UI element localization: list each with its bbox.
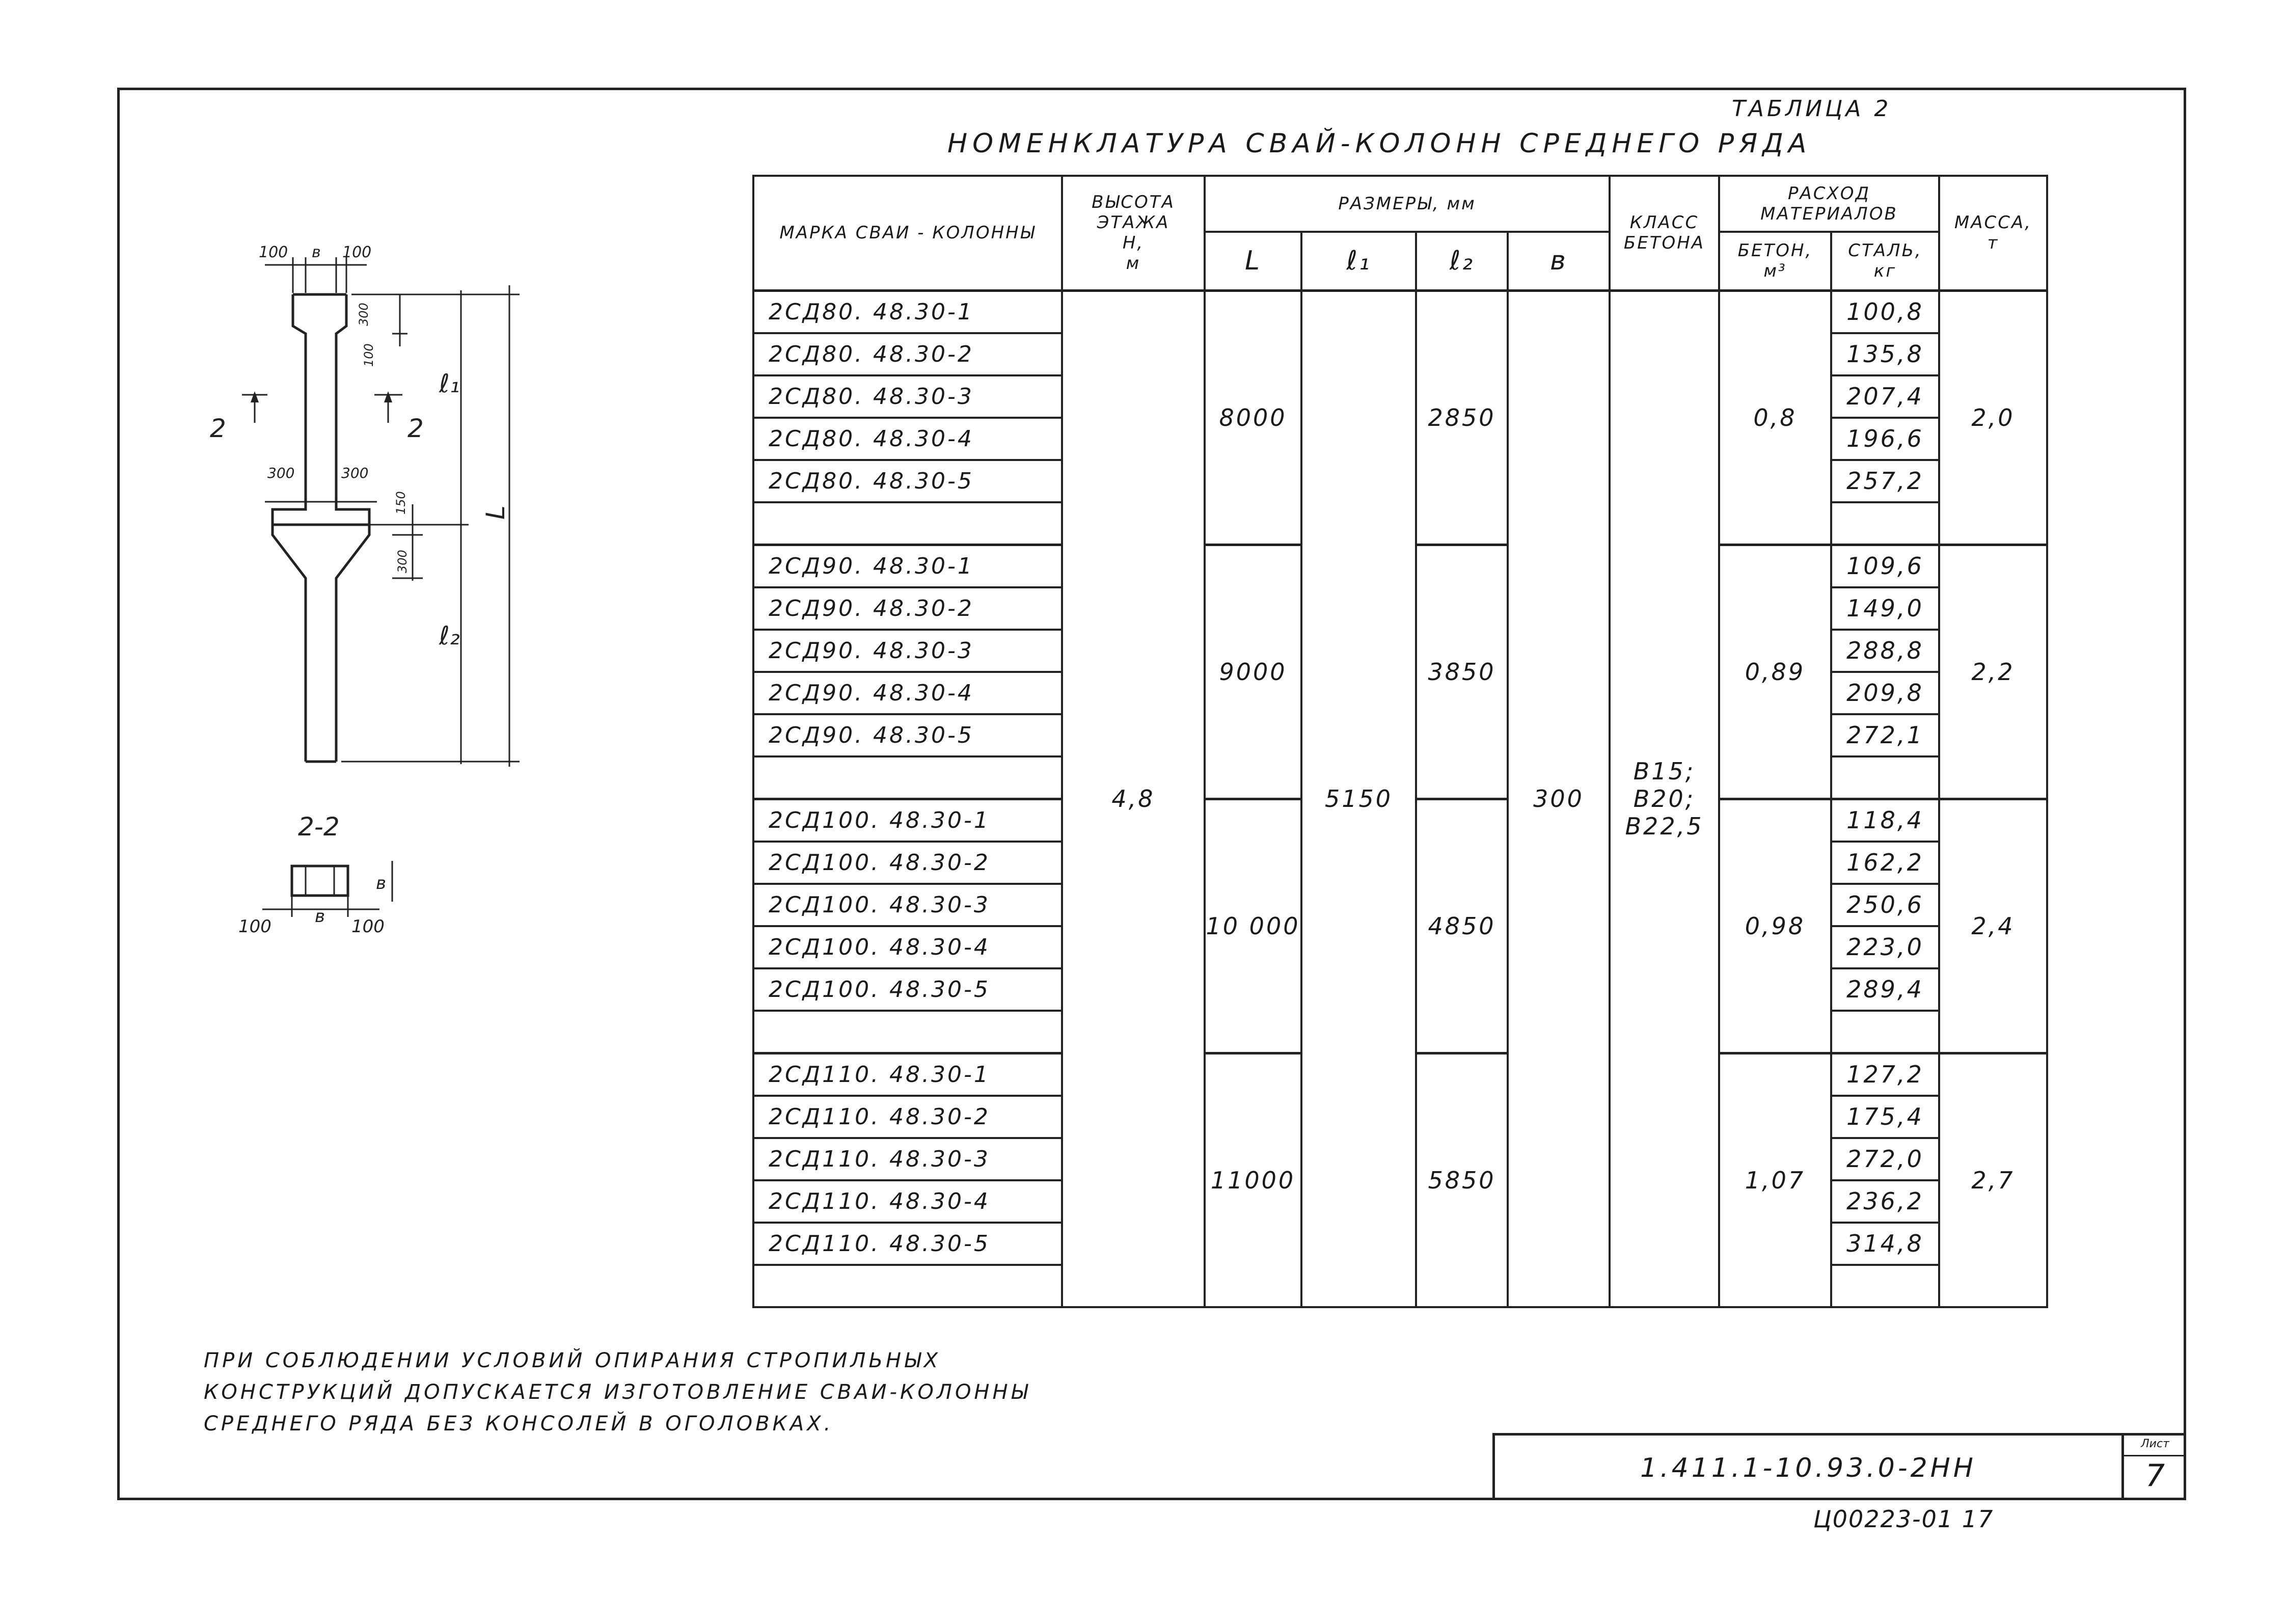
steel-cell: 272,0 xyxy=(1831,1138,1939,1180)
concrete-volume-cell: 0,98 xyxy=(1719,799,1831,1053)
mark-cell: 2СД110. 48.30-5 xyxy=(753,1223,1062,1265)
mass-cell: 2,4 xyxy=(1939,799,2047,1053)
header-b: в xyxy=(1508,232,1610,290)
dim-150: 150 xyxy=(394,491,408,515)
steel-cell: 288,8 xyxy=(1831,630,1939,672)
sec-b: в xyxy=(315,906,325,927)
mark-cell: 2СД100. 48.30-2 xyxy=(753,842,1062,884)
mass-cell: 2,7 xyxy=(1939,1053,2047,1307)
note-line: КОНСТРУКЦИЙ ДОПУСКАЕТСЯ ИЗГОТОВЛЕНИЕ СВАИ-КОЛОННЫ xyxy=(204,1381,1031,1404)
dim-100-left: 100 xyxy=(259,243,288,261)
header-height: ВЫСОТА ЭТАЖА Н, м xyxy=(1062,176,1205,290)
sheet-number: 7 xyxy=(2145,1458,2165,1494)
dim-100-head: 100 xyxy=(362,343,376,367)
table-label: ТАБЛИЦА 2 xyxy=(1732,96,1892,122)
steel-cell: 223,0 xyxy=(1831,926,1939,968)
cut-label-right: 2 xyxy=(407,414,424,443)
nomenclature-table xyxy=(752,175,2048,1308)
header-mark: МАРКА СВАИ - КОЛОННЫ xyxy=(753,176,1062,290)
dim-100-right: 100 xyxy=(342,243,372,261)
dim-300-console: 300 xyxy=(395,550,410,573)
mass-cell: 2,0 xyxy=(1939,290,2047,545)
header-l1: ℓ₁ xyxy=(1301,232,1416,290)
mark-cell: 2СД80. 48.30-2 xyxy=(753,333,1062,375)
steel-cell: 257,2 xyxy=(1831,460,1939,502)
mark-cell: 2СД80. 48.30-4 xyxy=(753,418,1062,460)
steel-cell: 109,6 xyxy=(1831,545,1939,587)
header-concrete: БЕТОН, м³ xyxy=(1719,232,1831,290)
header-steel: СТАЛЬ, кг xyxy=(1831,232,1939,290)
mark-cell: 2СД110. 48.30-4 xyxy=(753,1180,1062,1223)
steel-cell: 127,2 xyxy=(1831,1053,1939,1096)
steel-cell: 209,8 xyxy=(1831,672,1939,714)
mark-cell: 2СД100. 48.30-1 xyxy=(753,799,1062,842)
mark-cell: 2СД100. 48.30-3 xyxy=(753,884,1062,926)
length-cell: 8000 xyxy=(1205,290,1301,545)
concrete-volume-cell: 0,8 xyxy=(1719,290,1831,545)
mark-cell: 2СД90. 48.30-5 xyxy=(753,714,1062,756)
length-cell: 10 000 xyxy=(1205,799,1301,1053)
note-text xyxy=(204,1345,1324,1440)
header-l2: ℓ₂ xyxy=(1416,232,1508,290)
steel-cell: 236,2 xyxy=(1831,1180,1939,1223)
cut-label-left: 2 xyxy=(210,414,226,443)
steel-cell: 207,4 xyxy=(1831,375,1939,418)
dim-b-top: в xyxy=(312,243,321,261)
note-line: СРЕДНЕГО РЯДА БЕЗ КОНСОЛЕЙ В ОГОЛОВКАХ. xyxy=(204,1412,834,1436)
document-code: 1.411.1-10.93.0-2НН xyxy=(1640,1452,1976,1483)
header-concrete-class: КЛАСС БЕТОНА xyxy=(1610,176,1719,290)
sec-100-right: 100 xyxy=(351,916,385,937)
dim-300-right: 300 xyxy=(341,465,369,481)
mark-cell: 2СД90. 48.30-1 xyxy=(753,545,1062,587)
concrete-class-cell: В15; В20; В22,5 xyxy=(1610,290,1719,1307)
steel-cell: 314,8 xyxy=(1831,1223,1939,1265)
mark-cell: 2СД110. 48.30-3 xyxy=(753,1138,1062,1180)
mark-cell: 2СД80. 48.30-1 xyxy=(753,290,1062,333)
length-cell: 9000 xyxy=(1205,545,1301,799)
steel-cell: 149,0 xyxy=(1831,587,1939,630)
header-mass: МАССА, т xyxy=(1939,176,2047,290)
steel-cell: 118,4 xyxy=(1831,799,1939,842)
header-L: L xyxy=(1205,232,1301,290)
archive-number: Ц00223-01 17 xyxy=(1813,1505,1994,1533)
mark-cell: 2СД80. 48.30-5 xyxy=(753,460,1062,502)
sec-b-side: в xyxy=(376,873,387,894)
height-cell: 4,8 xyxy=(1062,290,1205,1307)
dim-L: L xyxy=(481,505,510,520)
l2-cell: 4850 xyxy=(1416,799,1508,1053)
steel-cell: 272,1 xyxy=(1831,714,1939,756)
dim-300-head: 300 xyxy=(357,303,371,326)
concrete-volume-cell: 0,89 xyxy=(1719,545,1831,799)
l2-cell: 3850 xyxy=(1416,545,1508,799)
concrete-volume-cell: 1,07 xyxy=(1719,1053,1831,1307)
mark-cell: 2СД90. 48.30-2 xyxy=(753,587,1062,630)
l2-cell: 2850 xyxy=(1416,290,1508,545)
steel-cell: 135,8 xyxy=(1831,333,1939,375)
header-materials: РАСХОД МАТЕРИАЛОВ xyxy=(1719,176,1939,232)
dim-l2: ℓ₂ xyxy=(439,621,460,651)
l2-cell: 5850 xyxy=(1416,1053,1508,1307)
mark-cell: 2СД80. 48.30-3 xyxy=(753,375,1062,418)
steel-cell: 289,4 xyxy=(1831,968,1939,1011)
dim-l1: ℓ₁ xyxy=(439,369,460,398)
table-row xyxy=(753,290,2047,333)
note-line: ПРИ СОБЛЮДЕНИИ УСЛОВИЙ ОПИРАНИЯ СТРОПИЛЬНЫХ xyxy=(204,1349,941,1372)
sheet-box xyxy=(2121,1436,2186,1500)
mark-cell: 2СД110. 48.30-2 xyxy=(753,1096,1062,1138)
mark-cell: 2СД100. 48.30-5 xyxy=(753,968,1062,1011)
steel-cell: 250,6 xyxy=(1831,884,1939,926)
steel-cell: 100,8 xyxy=(1831,290,1939,333)
steel-cell: 175,4 xyxy=(1831,1096,1939,1138)
mark-cell: 2СД90. 48.30-4 xyxy=(753,672,1062,714)
header-dimensions: РАЗМЕРЫ, мм xyxy=(1205,176,1610,232)
mark-cell: 2СД100. 48.30-4 xyxy=(753,926,1062,968)
steel-cell: 162,2 xyxy=(1831,842,1939,884)
mark-cell: 2СД90. 48.30-3 xyxy=(753,630,1062,672)
l1-cell: 5150 xyxy=(1301,290,1416,1307)
sheet-label: Лист xyxy=(2124,1438,2186,1456)
length-cell: 11000 xyxy=(1205,1053,1301,1307)
mark-cell: 2СД110. 48.30-1 xyxy=(753,1053,1062,1096)
table-title: НОМЕНКЛАТУРА СВАЙ-КОЛОНН СРЕДНЕГО РЯДА xyxy=(947,128,1812,159)
sec-100-left: 100 xyxy=(238,916,271,937)
mass-cell: 2,2 xyxy=(1939,545,2047,799)
section-title: 2-2 xyxy=(298,812,340,842)
title-block xyxy=(1492,1433,2186,1500)
dim-300-left: 300 xyxy=(267,465,295,481)
b-cell: 300 xyxy=(1508,290,1610,1307)
steel-cell: 196,6 xyxy=(1831,418,1939,460)
